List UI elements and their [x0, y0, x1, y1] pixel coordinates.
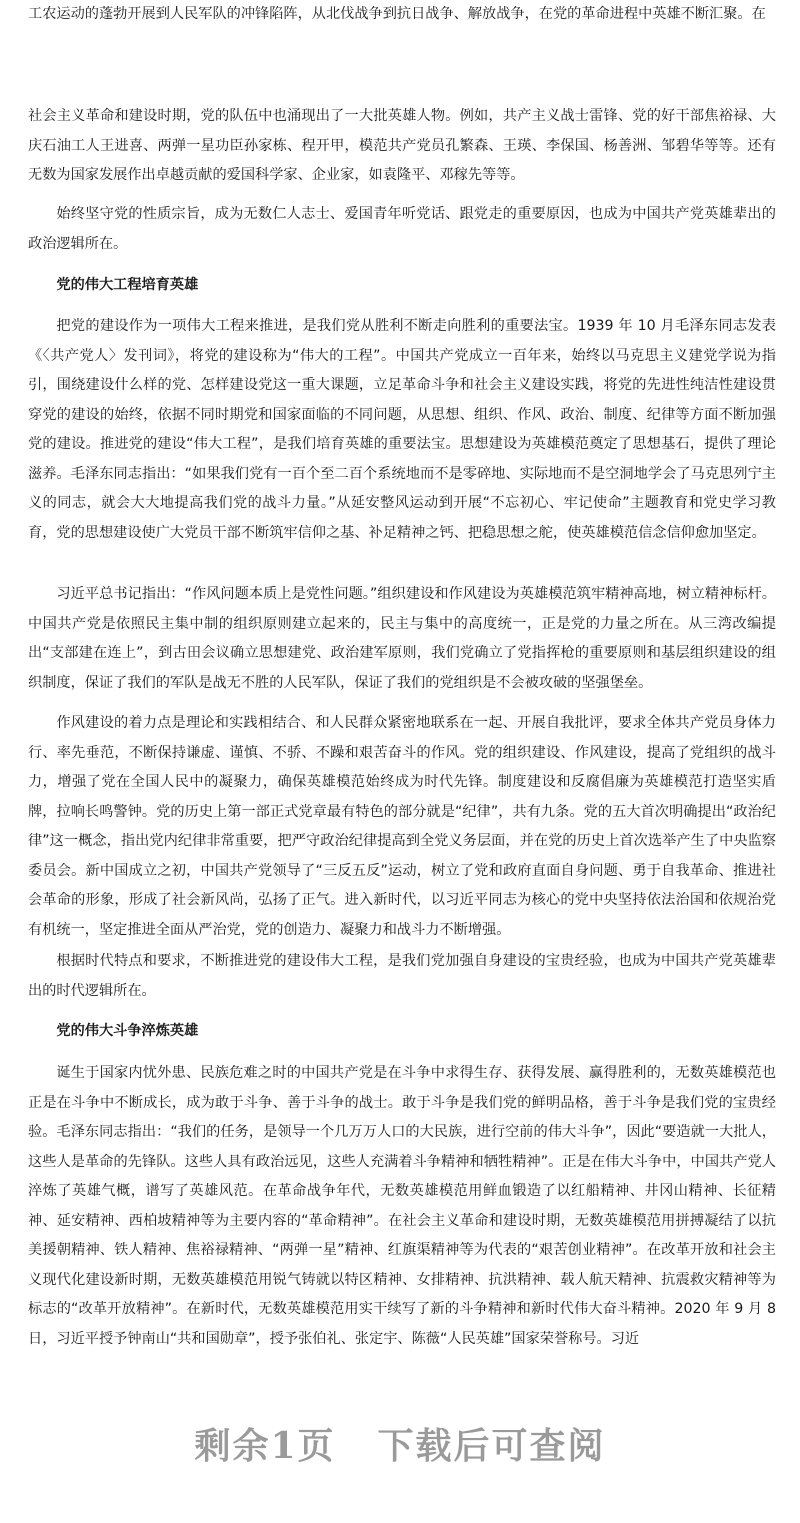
section-heading-text: 党的伟大斗争淬炼英雄	[56, 1023, 199, 1040]
paragraph-text: 作风建设的着力点是理论和实践相结合、和人民群众紧密地联系在一起、开展自我批评，要求全体共产党员身体力行、率先垂范，不断保持谦虚、谨慎、不骄、不躁和艰苦奋斗的作风。党的组织建设、作风建设，提高了党组织的战斗力，增强了党在全国人民中的凝聚力，确保英雄模范始终成为时代先锋。制度建设和反腐倡廉为英雄模范打造坚实盾牌，拉响长鸣警钟。党的历史上第一部正式党章最有特色的部分就是“纪律”，共有九条。党的五大首次明确提出“政治纪律”这一概念，指出党内纪律非常重要，把严守政治纪律提高到全党义务层面，并在党的历史上首次选举产生了中央监察委员会。新中国成立之初，中国共产党领导了“三反五反”运动，树立了党和政府直面自身问题、勇于自我革命、推进社会革命的形象，形成了社会新风尚，弘扬了正气。进入新时代，以习近平同志为核心的党中央坚持依法治国和依规治党有机统一，坚定推进全面从严治党，党的创造力、凝聚力和战斗力不断增强。	[28, 715, 776, 938]
paragraph-p3	[28, 298, 776, 562]
paragraph-text: 社会主义革命和建设时期，党的队伍中也涌现出了一大批英雄人物。例如，共产主义战士雷锋、党的好干部焦裕禄、大庆石油工人王进喜、两弹一星功臣孙家栋、程开甲，模范共产党员孔繁森、王瑛、李保国、杨善洲、邹碧华等等。还有无数为国家发展作出卓越贡献的爱国科学家、企业家，如袁隆平、邓稼先等等。	[28, 108, 776, 184]
paragraph-p5	[28, 695, 776, 959]
paragraph-text: 根据时代特点和要求，不断推进党的建设伟大工程，是我们党加强自身建设的宝贵经验，也成为中国共产党英雄辈出的时代逻辑所在。	[28, 953, 776, 999]
top-line-text: 工农运动的蓬勃开展到人民军队的冲锋陷阵，从北伐战争到抗日战争、解放战争，在党的革命进程中英雄不断汇聚。在	[28, 6, 766, 22]
paragraph-text: 把党的建设作为一项伟大工程来推进，是我们党从胜利不断走向胜利的重要法宝。1939 年 10 月毛泽东同志发表《〈共产党人〉发刊词》，将党的建设称为“伟大的工程”。中国共产党成立一百年来，始终以马克思主义建党学说为指引，围绕建设什么样的党、怎样建设党这一重大课题，立足革命斗争和社会主义建设实践，将党的先进性纯洁性建设贯穿党的建设的始终，依据不同时期党和国家面临的不同问题，从思想、组织、作风、政治、制度、纪律等方面不断加强党的建设。推进党的建设“伟大工程”，是我们培育英雄的重要法宝。思想建设为英雄模范奠定了思想基石，提供了理论滋养。毛泽东同志指出：“如果我们党有一百个至二百个系统地而不是零碎地、实际地而不是空洞地学会了马克思列宁主义的同志，就会大大地提高我们党的战斗力量。”从延安整风运动到开展“不忘初心、牢记使命”主题教育和党史学习教育，党的思想建设使广大党员干部不断筑牢信仰之基、补足精神之钙、把稳思想之舵，使英雄模范信念信仰愈加坚定。	[28, 318, 776, 541]
remaining-pages-label: 剩余1页	[194, 1425, 336, 1467]
paragraph-text: 习近平总书记指出：“作风问题本质上是党性问题。”组织建设和作风建设为英雄模范筑牢精神高地，树立精神标杆。中国共产党是依照民主集中制的组织原则建立起来的，民主与集中的高度统一，正是党的力量之所在。从三湾改编提出“支部建在连上”，到古田会议确立思想建党、政治建军原则，我们党确立了党指挥枪的重要原则和基层组织建设的组织制度，保证了我们的军队是战无不胜的人民军队，保证了我们的党组织是不会被攻破的坚强堡垒。	[28, 586, 776, 691]
paragraph-text: 诞生于国家内忧外患、民族危难之时的中国共产党是在斗争中求得生存、获得发展、赢得胜利的，无数英雄模范也正是在斗争中不断成长，成为敢于斗争、善于斗争的战士。敢于斗争是我们党的鲜明品格，善于斗争是我们党的宝贵经验。毛泽东同志指出：“我们的任务，是领导一个几万万人口的大民族，进行空前的伟大斗争”，因此“要造就一大批人，这些人是革命的先锋队。这些人具有政治远见，这些人充满着斗争精神和牺牲精神”。正是在伟大斗争中，中国共产党人淬炼了英雄气概，谱写了英雄风范。在革命战争年代，无数英雄模范用鲜血锻造了以红船精神、井冈山精神、长征精神、延安精神、西柏坡精神等为主要内容的“革命精神”。在社会主义革命和建设时期，无数英雄模范用拼搏凝结了以抗美援朝精神、铁人精神、焦裕禄精神、“两弹一星”精神、红旗渠精神等为代表的“艰苦创业精神”。在改革开放和社会主义现代化建设新时期，无数英雄模范用锐气铸就以特区精神、女排精神、抗洪精神、载人航天精神、抗震救灾精神等为标志的“改革开放精神”。在新时代，无数英雄模范用实干续写了新的斗争精神和新时代伟大奋斗精神。2020 年 9 月 8 日，习近平授予钟南山“共和国勋章”，授予张伯礼、张定宇、陈薇“人民英雄”国家荣誉称号。习近	[28, 1065, 776, 1347]
download-prompt-banner[interactable]	[0, 1418, 800, 1469]
paragraph-p4	[28, 566, 776, 712]
section-heading-text: 党的伟大工程培育英雄	[56, 277, 199, 294]
download-to-view-label: 下载后可查阅	[377, 1425, 606, 1467]
paragraph-p7	[28, 1045, 776, 1368]
paragraph-text: 始终坚守党的性质宗旨，成为无数仁人志士、爱国青年听党话、跟党走的重要原因，也成为中国共产党英雄辈出的政治逻辑所在。	[28, 206, 776, 252]
